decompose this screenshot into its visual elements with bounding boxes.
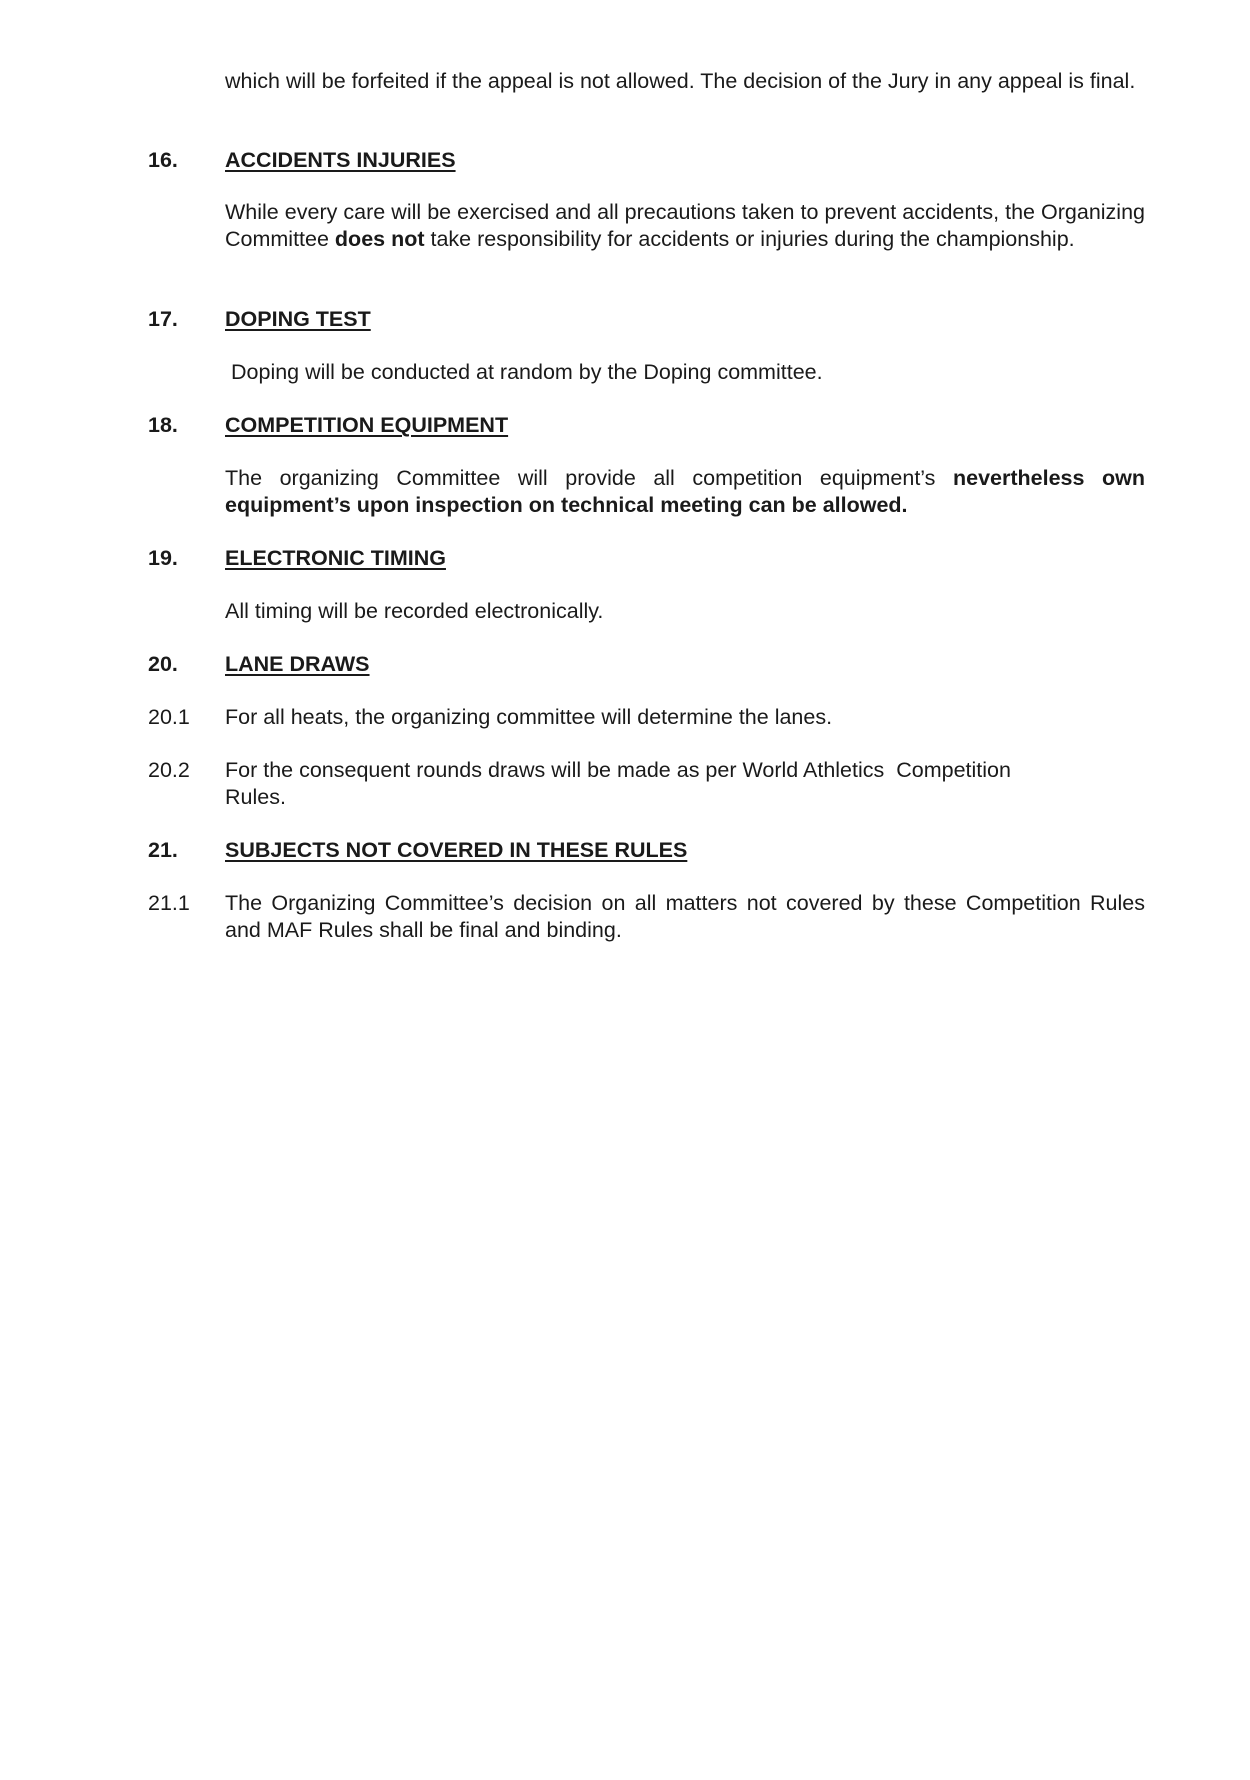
section-20-heading: LANE DRAWS [225,652,370,676]
section-17-heading: DOPING TEST [225,307,371,331]
section-18-body [225,465,1145,519]
section-18-body-bold: nevertheless own equipment’s upon inspection on technical meeting can be allowed. [225,466,1145,517]
section-18-heading: COMPETITION EQUIPMENT [225,413,509,437]
section-16-body-bold: does not [334,227,425,251]
section-18-number: 18. [148,413,178,437]
item-20-2-text [225,757,1145,811]
intro-paragraph: which will be forfeited if the appeal is not allowed. The decision of the Jury in any appeal is final. [225,69,1136,93]
section-17-number: 17. [148,307,178,331]
section-20-number: 20. [148,652,178,676]
section-16-body-part1: While every care will be exercised and all precautions taken to prevent accidents, the Organizing Committee [225,200,1145,251]
section-21-number: 21. [148,838,178,862]
section-16-heading: ACCIDENTS INJURIES [225,148,456,172]
section-18-body-part1: The organizing Committee will provide all competition equipment’s [225,466,953,490]
section-16-number: 16. [148,148,178,172]
section-16-body-part2: take responsibility for accidents or injuries during the championship. [424,227,1075,251]
item-20-1-number: 20.1 [148,705,190,729]
section-19-number: 19. [148,546,178,570]
item-21-1-text: The Organizing Committee’s decision on all matters not covered by these Competition Rules and MAF Rules shall be final and binding. [225,891,1145,942]
section-19-heading: ELECTRONIC TIMING [225,546,446,570]
item-20-2-line1: For the consequent rounds draws will be made as per World Athletics Competition [225,758,1011,782]
section-21-heading: SUBJECTS NOT COVERED IN THESE RULES [225,838,688,862]
item-20-2-number: 20.2 [148,758,190,782]
item-20-1-text: For all heats, the organizing committee will determine the lanes. [225,705,833,729]
section-16-body [225,199,1145,253]
section-19-body: All timing will be recorded electronically. [225,599,604,623]
section-17-body: Doping will be conducted at random by the Doping committee. [231,360,823,384]
item-20-2-line2: Rules. [225,785,286,809]
item-21-1-number: 21.1 [148,891,190,915]
